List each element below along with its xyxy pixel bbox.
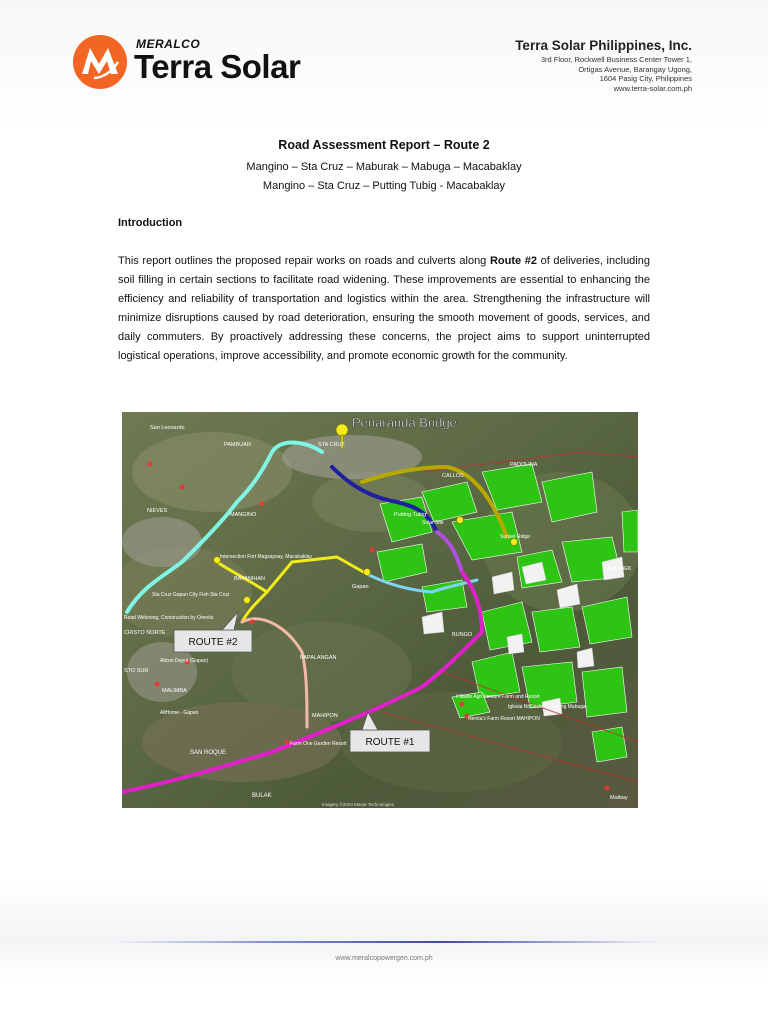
report-title: Road Assessment Report – Route 2 <box>278 138 490 152</box>
route-map-svg <box>122 412 638 808</box>
address-line: 1604 Pasig City, Philippines <box>599 74 692 83</box>
footer-divider <box>110 941 660 943</box>
footer-band <box>0 880 768 980</box>
route1-label: ROUTE #1 <box>365 737 415 748</box>
intro-text-start: This report outlines the proposed repair works on roads and culverts along <box>118 255 490 267</box>
introduction-heading: Introduction <box>118 217 183 229</box>
report-subtitle-1: Mangino – Sta Cruz – Maburak – Mabuga – Macabaklay <box>246 161 522 173</box>
place-label-sto-sur: STO SUR <box>124 668 149 674</box>
pin-label-sta-cruz: Sta Cruz Gapan City Fish Sta Cruz <box>152 592 230 598</box>
company-address-block <box>515 38 692 93</box>
introduction-paragraph <box>118 252 650 366</box>
pin-label-intersection: Intersection Fort Magsaysay, Macabaklay <box>220 554 312 560</box>
logo-terra-solar-text: Terra Solar <box>134 48 301 85</box>
pin-label-sunset: Sunset Ridge <box>500 534 531 540</box>
terra-solar-logo-icon <box>72 34 128 90</box>
place-label-mahipon: MAHIPON <box>312 713 338 719</box>
place-label-bayanihan: BAYANIHAN <box>234 576 265 582</box>
pin-label-site: Solar Site <box>422 520 444 526</box>
place-label-malimba: MALIMBA <box>162 688 187 694</box>
place-label-mangino: MANGINO <box>230 512 257 518</box>
place-label-callos: CALLOS <box>442 473 464 479</box>
meralco-terra-solar-logo <box>72 32 312 94</box>
pin-label-road-widening: Road Widening, Construction by Orentis <box>124 615 214 621</box>
company-name: Terra Solar Philippines, Inc. <box>515 38 692 53</box>
intro-text-end: of deliveries, including soil filling in certain sections to facilitate road widening. These improvements are essential to enhancing the efficiency and reliability of transportation and logistics within the area. Strengthening the infrastructure will minimize disruptions caused by road deterioration, ensuring the smooth movement of goods, services, and daily commuters. By proactively addressing these concerns, the project aims to support uninterrupted logistical operations, improve accessibility, and promote economic growth for the community. <box>118 255 650 362</box>
place-label-maibay: Maibay <box>610 795 628 801</box>
pin-label-iglesia: Iglesia Ni Cristo - Lokal ng Mabuga <box>508 704 586 710</box>
pin-label-allhome: AllHome - Gapan <box>160 710 199 716</box>
place-label-sta-cruz: STA CRUZ <box>318 442 345 448</box>
place-label-san-roque: SAN ROQUE <box>190 750 227 756</box>
pin-label-nenita: Nenita's Farm Resort MAHIPON <box>468 716 540 722</box>
footer-url: www.meralcopowergen.com.ph <box>335 955 433 962</box>
company-website: www.terra-solar.com.ph <box>613 83 692 93</box>
place-label-papalangan: PAPALANGAN <box>300 655 337 661</box>
report-subtitle-2: Mangino – Sta Cruz – Putting Tubig - Macabaklay <box>262 180 506 192</box>
address-line: 3rd Floor, Rockwell Business Center Tower 1, <box>540 55 692 64</box>
map-copyright: Imagery ©2024 Maxar Technologies <box>322 802 395 807</box>
place-label-pambuan: PAMBUAN <box>224 442 251 448</box>
route-map <box>122 412 638 808</box>
place-label-nieves: NIEVES <box>147 508 168 514</box>
place-label-bulak: BULAK <box>252 793 272 799</box>
pin-label-alicon: Alicon Depot (Gapan) <box>160 658 209 664</box>
place-label-cristo-norte: CRISTO NORTE <box>124 630 166 636</box>
logo-meralco-text: MERALCO <box>136 37 201 51</box>
place-label-gapan: Gapan <box>352 584 369 590</box>
address-line: Ortigas Avenue, Barangay Ugong, <box>578 64 692 74</box>
route2-label: ROUTE #2 <box>188 637 238 648</box>
place-label-putting-tubig: Putting Tubig <box>394 512 427 518</box>
intro-text-bold: Route #2 <box>489 255 537 267</box>
pin-label-farm-one: Farm One Garden Resort <box>290 741 347 747</box>
place-label-san-leonardo: San Leonardo <box>150 425 185 431</box>
place-label-padolina: PADOLINA <box>510 462 538 468</box>
place-label-bungo: BUNGO <box>452 632 473 638</box>
penaranda-bridge-label: Penaranda Bridge <box>352 415 457 430</box>
place-label-makabek: MAKABEK <box>605 566 632 572</box>
pin-label-farm-resort: Hillside Agri Venture Farm and Resort <box>456 694 540 700</box>
